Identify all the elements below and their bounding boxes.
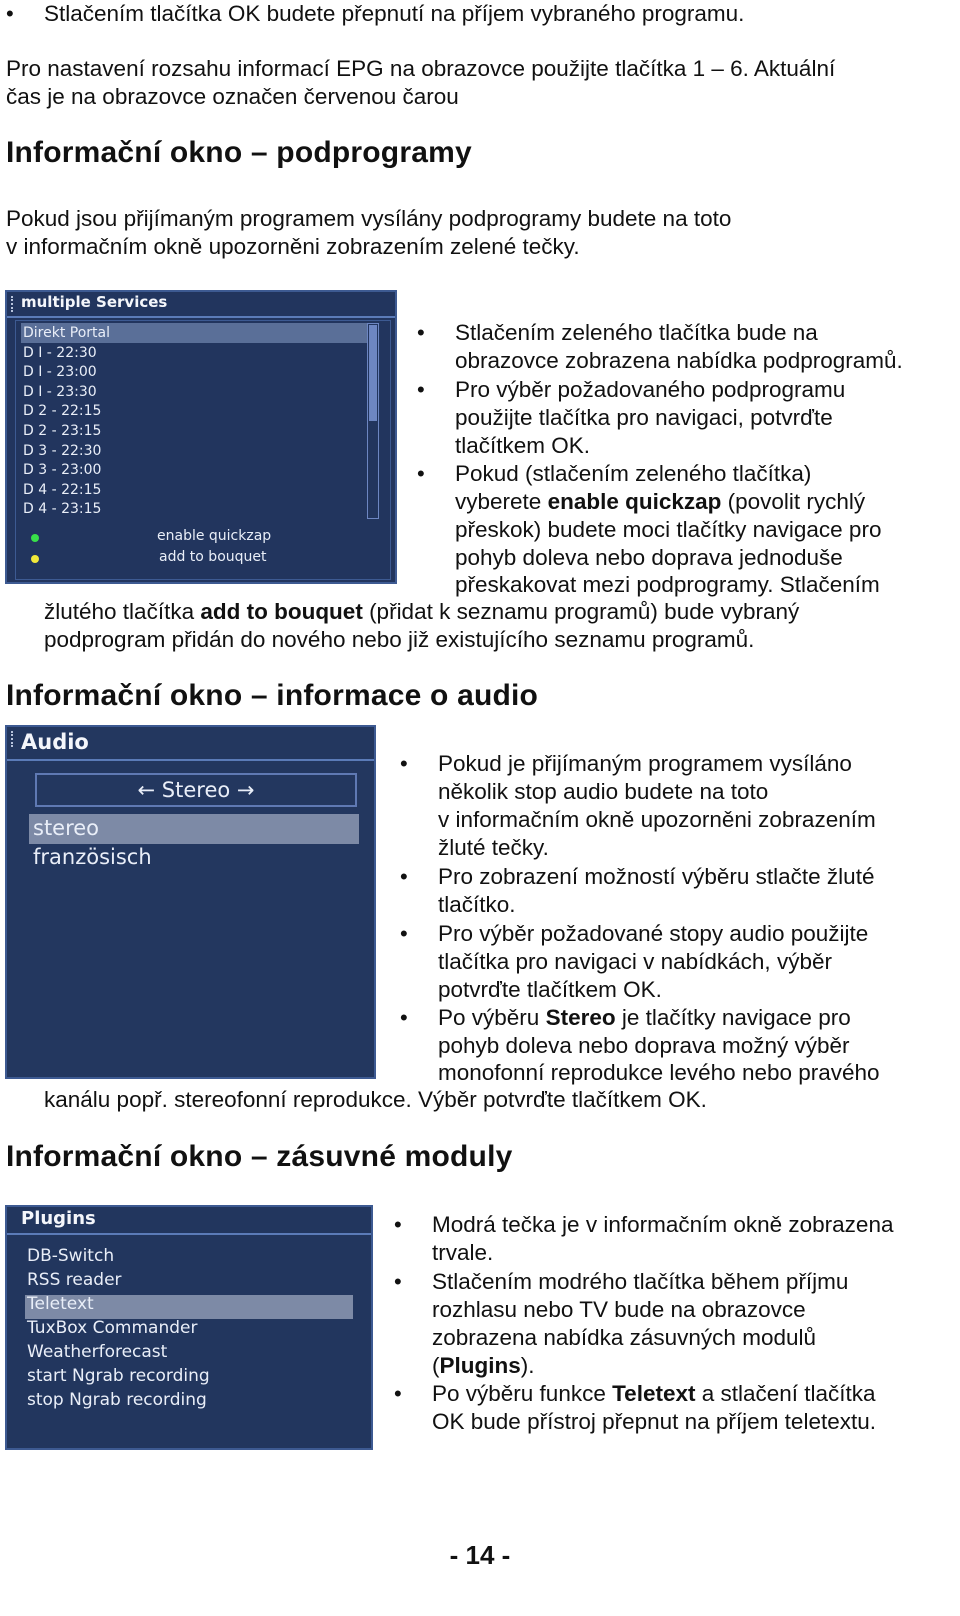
service-item[interactable]: D I - 23:30 [23,383,97,400]
text-line: podprogram přidán do nového nebo již existujícího seznamu programů. [44,627,755,652]
service-item[interactable]: D 4 - 23:15 [23,501,102,518]
text-line: potvrďte tlačítkem OK. [438,977,662,1002]
add-to-bouquet-option[interactable]: add to bouquet [159,549,267,565]
text-line: obrazovce zobrazena nabídka podprogramů. [455,348,903,373]
drag-grip-icon [11,296,17,312]
service-item[interactable]: D 3 - 23:00 [23,462,102,479]
panel-title: Plugins [21,1208,96,1229]
plugin-item[interactable]: Teletext [27,1294,94,1314]
panel-title: Audio [21,730,89,754]
text-line [432,1352,535,1380]
text-span: Po výběru funkce [432,1381,613,1406]
bold-term: add to bouquet [200,599,363,624]
paragraph-line: čas je na obrazovce označen červenou čarou [6,84,459,109]
multiple-services-panel [5,290,397,584]
plugin-item[interactable]: RSS reader [27,1270,122,1290]
plugin-item[interactable]: stop Ngrab recording [27,1390,207,1410]
scrollbar-thumb[interactable] [369,325,377,421]
bold-term: Stereo [545,1005,616,1030]
section-heading: Informační okno – podprogramy [6,136,472,169]
bullet-item [432,1380,876,1408]
text-line: přeskok) budete moci tlačítky navigace pro [455,517,882,542]
text-line: Pokud je přijímaným programem vysíláno [438,751,852,776]
plugin-item[interactable]: Weatherforecast [27,1342,168,1362]
service-item[interactable]: Direkt Portal [23,325,111,341]
text-span: žlutého tlačítka [44,599,201,624]
text-line: Stlačením modrého tlačítka během příjmu [432,1269,849,1294]
text-line: Pokud (stlačením zeleného tlačítka) [455,461,812,486]
text-line: přeskakovat mezi podprogramy. Stlačením [455,572,880,597]
service-item[interactable]: D I - 22:30 [23,344,97,361]
green-dot-icon [31,534,39,542]
scrollbar[interactable] [367,323,379,519]
text-line: trvale. [432,1240,494,1265]
section-heading: Informační okno – zásuvné moduly [6,1140,513,1173]
text-line: v informačním okně upozorněni zobrazením [438,807,876,832]
panel-divider [7,316,395,318]
text-line [44,598,799,626]
text-span: je tlačítky navigace pro [615,1005,851,1030]
text-span: (přidat k seznamu programů) bude vybraný [362,599,800,624]
audio-panel [5,725,376,1079]
text-line: kanálu popř. stereofonní reprodukce. Výběr potvrďte tlačítkem OK. [44,1087,707,1112]
text-line: rozhlasu nebo TV bude na obrazovce [432,1297,806,1322]
audio-selector[interactable] [35,773,357,807]
text-line: pohyb doleva nebo doprava jednoduše [455,545,843,570]
yellow-dot-icon [31,555,39,563]
bullet-item [455,460,811,488]
plugins-panel [5,1205,373,1450]
selector-value: Stereo [161,778,231,802]
bullet-item [432,1211,893,1239]
bullet-item [438,1004,851,1032]
plugin-item[interactable]: start Ngrab recording [27,1366,210,1386]
text-span: ( [432,1353,440,1378]
text-span: ). [520,1353,535,1378]
text-line: tlačítka pro navigaci v nabídkách, výběr [438,949,832,974]
service-item[interactable]: D 4 - 22:15 [23,481,102,498]
service-item[interactable]: D I - 23:00 [23,364,97,381]
text-line: OK bude přístroj přepnut na příjem teletextu. [432,1409,876,1434]
panel-title: multiple Services [21,293,168,311]
paragraph-line: v informačním okně upozorněni zobrazením zelené tečky. [6,234,580,259]
text-line: Pro zobrazení možností výběru stlačte žluté [438,864,875,889]
audio-track-stereo[interactable]: stereo [33,816,100,840]
plugin-item[interactable]: DB-Switch [27,1246,115,1266]
text-line: pohyb doleva nebo doprava možný výběr [438,1033,850,1058]
drag-grip-icon [11,731,17,747]
text-line: monofonní reprodukce levého nebo pravého [438,1060,880,1085]
arrow-right-icon[interactable]: → [236,778,255,802]
text-span: vyberete [455,489,548,514]
text-line [455,488,865,516]
bullet-item [438,863,874,891]
arrow-left-icon[interactable]: ← [137,778,156,802]
panel-divider [7,759,374,761]
text-span: (povolit rychlý [721,489,866,514]
bold-term: Plugins [439,1353,521,1378]
bold-term: Teletext [612,1381,696,1406]
text-line: Modrá tečka je v informačním okně zobrazena [432,1212,894,1237]
text-line: žluté tečky. [438,835,549,860]
bullet-item [432,1268,848,1296]
text-line: tlačítko. [438,892,516,917]
bold-term: enable quickzap [547,489,722,514]
bullet-item [438,920,868,948]
service-item[interactable]: D 2 - 23:15 [23,423,102,439]
page-number: - 14 - [449,1540,511,1570]
text-span: a stlačení tlačítka [695,1381,876,1406]
enable-quickzap-option[interactable]: enable quickzap [157,528,272,544]
section-heading: Informační okno – informace o audio [6,679,539,712]
text-line: tlačítkem OK. [455,433,591,458]
service-item[interactable]: D 2 - 22:15 [23,403,102,420]
text-line: Pro výběr požadované stopy audio použijte [438,921,869,946]
plugin-item[interactable]: TuxBox Commander [27,1318,198,1338]
text-line: Pro výběr požadovaného podprogramu [455,377,846,402]
bullet-item [455,376,845,404]
text-span: Po výběru [438,1005,546,1030]
bullet-item: • Stlačením tlačítka OK budete přepnutí na příjem vybraného programu. [44,0,744,28]
text-line: zobrazena nabídka zásuvných modulů [432,1325,816,1350]
paragraph-line: Pro nastavení rozsahu informací EPG na obrazovce použijte tlačítka 1 – 6. Aktuální [6,56,836,81]
paragraph-line: Pokud jsou přijímaným programem vysílány podprogramy budete na toto [6,206,732,231]
text-line: použijte tlačítka pro navigaci, potvrďte [455,405,833,430]
audio-track-french[interactable]: französisch [33,845,152,869]
panel-divider [7,1233,371,1235]
text-line: několik stop audio budete na toto [438,779,769,804]
text-line: Stlačením zeleného tlačítka bude na [455,320,818,345]
service-item[interactable]: D 3 - 22:30 [23,442,102,459]
bullet-item [438,750,852,778]
bullet-item [455,319,818,347]
